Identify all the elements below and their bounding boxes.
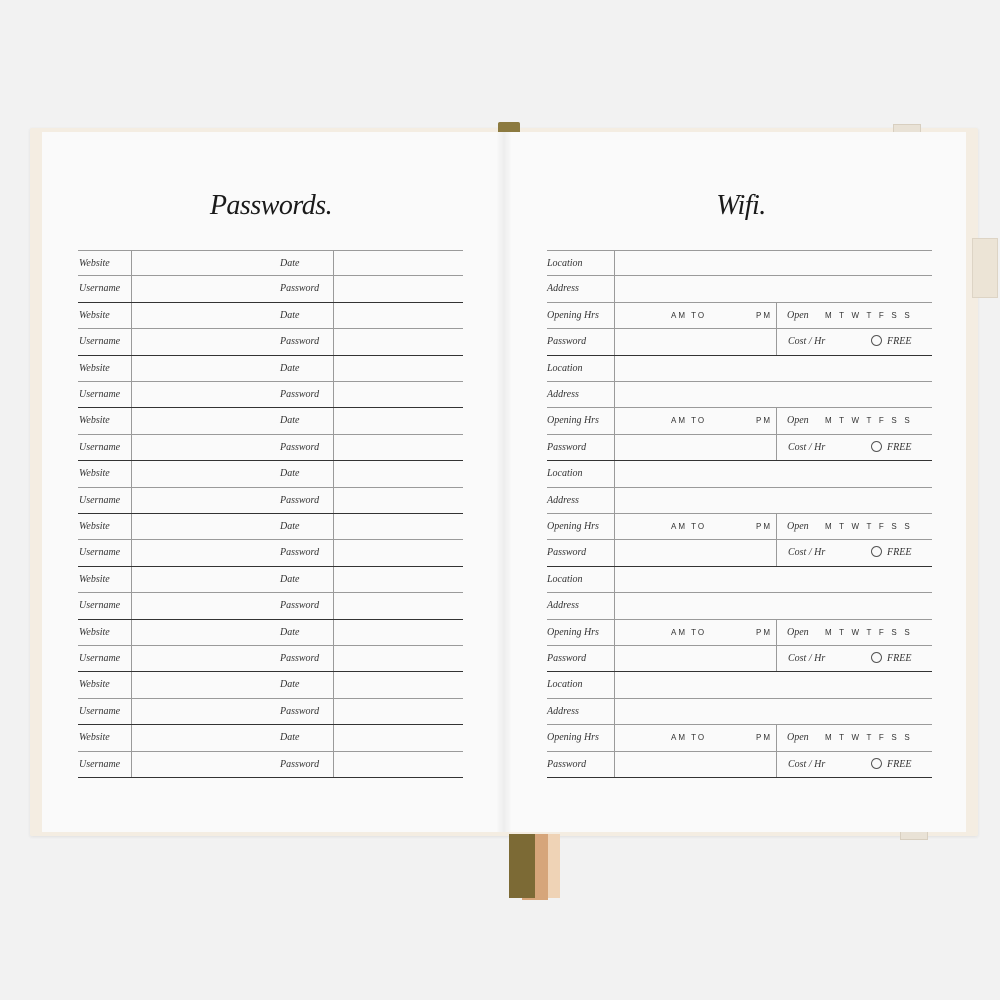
wifi-opening-hours-row[interactable] [547,514,932,540]
column-divider [614,752,615,777]
column-divider [333,251,334,275]
password-entry-username-row[interactable] [78,593,463,619]
am-to-label: AM TO [671,733,707,743]
column-divider [333,276,334,301]
password-entry-website-row[interactable] [78,356,463,382]
website-label: Website [79,362,110,374]
column-divider [776,752,777,777]
column-divider [333,672,334,697]
wifi-address-row[interactable] [547,276,932,302]
column-divider [131,303,132,328]
top-ribbon-tab [498,122,520,132]
column-divider [131,329,132,354]
book-gutter [496,132,512,832]
open-label: Open [787,415,809,427]
password-label: Password [280,441,320,453]
am-to-label: AM TO [671,627,707,637]
wifi-password-row[interactable] [547,435,932,461]
free-checkbox[interactable] [871,546,882,557]
password-entry-website-row[interactable] [78,250,463,276]
wifi-password-row[interactable] [547,329,932,355]
wifi-opening-hours-row[interactable] [547,725,932,751]
date-label: Date [280,362,300,374]
date-label: Date [280,732,300,744]
cost-label: Cost / Hr [788,653,826,664]
pm-label: PM [756,627,772,637]
opening-hrs-label: Opening Hrs [547,521,599,532]
weekdays-label: M T W T F S S [825,522,911,531]
location-label: Location [547,573,583,585]
password-entry-username-row[interactable] [78,488,463,514]
wifi-password-row[interactable] [547,646,932,672]
wifi-address-row[interactable] [547,488,932,514]
password-entry-website-row[interactable] [78,514,463,540]
column-divider [614,251,615,275]
column-divider [131,488,132,513]
column-divider [333,699,334,724]
wifi-password-label: Password [547,653,587,664]
website-label: Website [79,468,110,480]
passwords-title: Passwords. [209,190,333,221]
column-divider [131,540,132,565]
wifi-location-row[interactable] [547,567,932,593]
weekdays-label: M T W T F S S [825,416,911,426]
column-divider [333,382,334,407]
wifi-password-label: Password [547,441,587,453]
column-divider [131,408,132,433]
column-divider [333,646,334,671]
column-divider [131,382,132,407]
cost-label: Cost / Hr [788,441,826,453]
location-label: Location [547,679,583,691]
location-label: Location [547,258,583,269]
open-label: Open [787,521,809,532]
password-entry-username-row[interactable] [78,540,463,566]
date-label: Date [280,309,300,321]
column-divider [131,461,132,486]
column-divider [131,593,132,618]
wifi-password-row[interactable] [547,752,932,778]
opening-hrs-label: Opening Hrs [547,732,599,744]
password-entry-username-row[interactable] [78,699,463,725]
username-label: Username [79,758,121,770]
free-label: FREE [887,653,912,664]
open-label: Open [787,732,809,744]
wifi-password-label: Password [547,758,587,770]
password-entry-website-row[interactable] [78,725,463,751]
free-label: FREE [887,758,912,770]
free-checkbox[interactable] [871,652,882,663]
column-divider [333,408,334,433]
column-divider [614,461,615,486]
website-label: Website [79,258,110,269]
wifi-opening-hours-row[interactable] [547,620,932,646]
column-divider [131,752,132,777]
ribbon-olive [509,834,535,898]
free-label: FREE [887,547,912,559]
address-label: Address [547,494,579,506]
password-entry-username-row[interactable] [78,435,463,461]
weekdays-label: M T W T F S S [825,310,911,320]
column-divider [333,593,334,618]
column-divider [131,646,132,671]
password-entry-website-row[interactable] [78,303,463,329]
address-label: Address [547,283,579,295]
free-label: FREE [887,441,912,453]
weekdays-label: M T W T F S S [825,627,911,637]
column-divider [614,620,615,645]
username-label: Username [79,653,121,664]
password-label: Password [280,600,320,612]
password-entry-website-row[interactable] [78,461,463,487]
website-label: Website [79,573,110,585]
column-divider [333,303,334,328]
website-label: Website [79,626,110,638]
address-label: Address [547,600,579,612]
cost-label: Cost / Hr [788,758,826,770]
wifi-location-row[interactable] [547,356,932,382]
password-entry-website-row[interactable] [78,620,463,646]
column-divider [614,593,615,618]
column-divider [614,725,615,750]
wifi-address-row[interactable] [547,593,932,619]
address-label: Address [547,389,579,400]
column-divider [614,276,615,301]
column-divider [614,329,615,354]
column-divider [776,620,777,645]
password-entry-username-row[interactable] [78,752,463,778]
column-divider [776,514,777,539]
column-divider [333,725,334,750]
column-divider [776,540,777,565]
column-divider [614,567,615,592]
wifi-password-label: Password [547,336,587,348]
username-label: Username [79,600,121,612]
column-divider [333,540,334,565]
column-divider [333,752,334,777]
column-divider [614,646,615,671]
username-label: Username [79,389,121,400]
column-divider [776,725,777,750]
open-label: Open [787,626,809,638]
password-entry-username-row[interactable] [78,646,463,672]
opening-hrs-label: Opening Hrs [547,309,599,321]
column-divider [614,672,615,697]
column-divider [131,251,132,275]
password-entry-username-row[interactable] [78,382,463,408]
username-label: Username [79,441,121,453]
password-entry-website-row[interactable] [78,408,463,434]
column-divider [776,329,777,354]
column-divider [614,540,615,565]
opening-hrs-label: Opening Hrs [547,626,599,638]
column-divider [131,276,132,301]
column-divider [131,356,132,381]
username-label: Username [79,494,121,506]
column-divider [614,488,615,513]
website-label: Website [79,679,110,691]
wifi-opening-hours-row[interactable] [547,303,932,329]
wifi-password-row[interactable] [547,540,932,566]
column-divider [614,514,615,539]
password-label: Password [280,758,320,770]
side-elastic-tab [972,238,998,298]
column-divider [614,435,615,460]
column-divider [333,461,334,486]
location-label: Location [547,362,583,374]
username-label: Username [79,705,121,717]
free-checkbox[interactable] [871,441,882,452]
date-label: Date [280,258,300,269]
pm-label: PM [756,522,772,531]
date-label: Date [280,573,300,585]
column-divider [131,514,132,539]
wifi-address-row[interactable] [547,699,932,725]
password-label: Password [280,389,320,400]
username-label: Username [79,547,121,559]
password-label: Password [280,705,320,717]
am-to-label: AM TO [671,522,707,531]
wifi-address-row[interactable] [547,382,932,408]
column-divider [131,435,132,460]
pm-label: PM [756,416,772,426]
wifi-location-row[interactable] [547,461,932,487]
column-divider [614,382,615,407]
wifi-location-row[interactable] [547,250,932,276]
password-entry-website-row[interactable] [78,567,463,593]
wifi-password-label: Password [547,547,587,559]
password-label: Password [280,653,320,664]
column-divider [131,725,132,750]
column-divider [776,408,777,433]
password-entry-username-row[interactable] [78,276,463,302]
date-label: Date [280,626,300,638]
date-label: Date [280,521,300,532]
column-divider [333,488,334,513]
column-divider [776,435,777,460]
address-label: Address [547,705,579,717]
password-entry-website-row[interactable] [78,672,463,698]
password-entry-username-row[interactable] [78,329,463,355]
opening-hrs-label: Opening Hrs [547,415,599,427]
date-label: Date [280,415,300,427]
column-divider [131,699,132,724]
column-divider [776,303,777,328]
column-divider [614,356,615,381]
website-label: Website [79,732,110,744]
cost-label: Cost / Hr [788,336,826,348]
password-label: Password [280,336,320,348]
column-divider [333,514,334,539]
column-divider [333,356,334,381]
am-to-label: AM TO [671,416,707,426]
weekdays-label: M T W T F S S [825,733,911,743]
pm-label: PM [756,310,772,320]
wifi-title: Wifi. [716,190,766,221]
am-to-label: AM TO [671,310,707,320]
date-label: Date [280,468,300,480]
free-checkbox[interactable] [871,335,882,346]
column-divider [131,620,132,645]
password-label: Password [280,547,320,559]
column-divider [614,408,615,433]
username-label: Username [79,336,121,348]
website-label: Website [79,521,110,532]
column-divider [131,672,132,697]
column-divider [131,567,132,592]
cost-label: Cost / Hr [788,547,826,559]
open-label: Open [787,309,809,321]
wifi-opening-hours-row[interactable] [547,408,932,434]
website-label: Website [79,415,110,427]
wifi-location-row[interactable] [547,672,932,698]
username-label: Username [79,283,121,295]
column-divider [333,567,334,592]
password-label: Password [280,494,320,506]
column-divider [776,646,777,671]
column-divider [333,435,334,460]
free-label: FREE [887,336,912,348]
website-label: Website [79,309,110,321]
column-divider [333,329,334,354]
location-label: Location [547,468,583,480]
pm-label: PM [756,733,772,743]
date-label: Date [280,679,300,691]
column-divider [614,303,615,328]
free-checkbox[interactable] [871,758,882,769]
column-divider [614,699,615,724]
column-divider [333,620,334,645]
password-label: Password [280,283,320,295]
